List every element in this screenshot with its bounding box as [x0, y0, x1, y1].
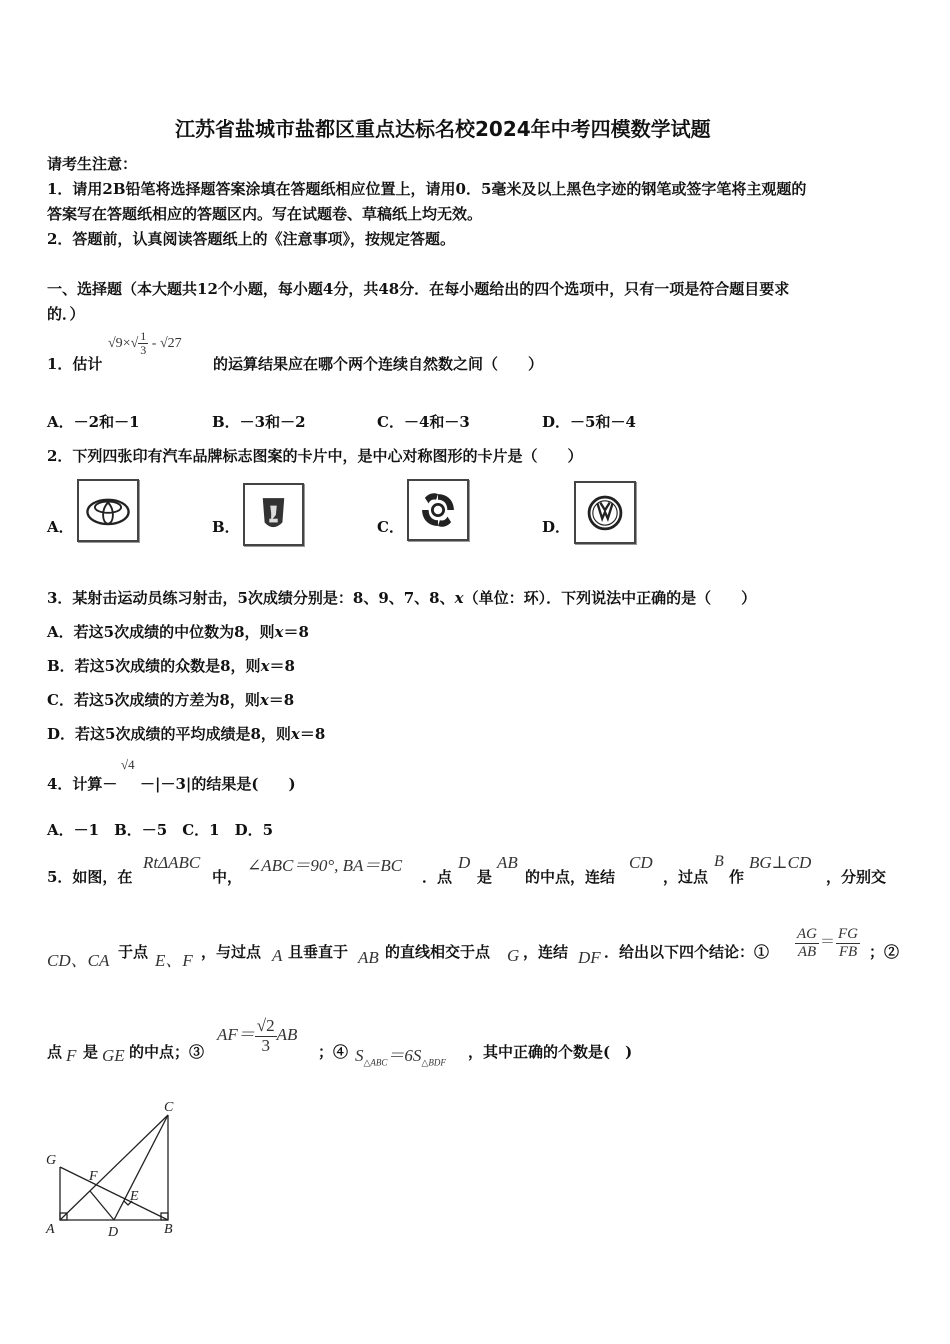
label-b: B	[164, 1222, 173, 1237]
q3-option-d-var: x	[290, 725, 300, 743]
q1-frac-den: 3	[140, 343, 147, 358]
q5-f1-num: AG	[797, 926, 817, 942]
q5-math-5: CD	[629, 853, 653, 872]
q5-text-13: ，连结	[523, 943, 569, 961]
q5-math-17: GE	[102, 1046, 125, 1065]
q5-text-3: ．点	[422, 868, 453, 886]
q1-option-c[interactable]: C．－4和－3	[377, 413, 470, 431]
label-d: D	[108, 1225, 119, 1240]
q1-option-a[interactable]: A．－2和－1	[47, 413, 140, 431]
q5-text-4: 是	[477, 868, 493, 886]
notice-line-2: 答案写在答题纸相应的答题区内。写在试题卷、草稿纸上均无效。	[47, 205, 483, 223]
q5-math-7: BG⊥CD	[749, 853, 812, 872]
q2-card-b[interactable]	[243, 483, 304, 546]
q1-prefix: 1．估计	[47, 355, 103, 373]
q5-math-9: E、F	[155, 951, 193, 970]
q5-math-12: G	[507, 946, 520, 965]
q5-f2-den: FB	[838, 943, 858, 960]
label-g: G	[46, 1153, 57, 1168]
page-title: 江苏省盐城市盐都区重点达标名校2024年中考四模数学试题	[175, 117, 711, 141]
q3-option-d-text: D．若这5次成绩的平均成绩是8，则	[47, 725, 291, 743]
q2-card-a[interactable]	[77, 479, 139, 542]
q2-label-d[interactable]: D．	[542, 518, 571, 536]
q5-s1: S	[355, 1046, 364, 1065]
q3-stem-a: 3．某射击运动员练习射击，5次成绩分别是：8、9、7、8、	[47, 589, 455, 607]
q2-label-c[interactable]: C．	[377, 518, 404, 536]
q5-math-11: AB	[358, 948, 379, 967]
q1-option-b[interactable]: B．－3和－2	[212, 413, 306, 431]
q5-math-16: F	[66, 1046, 77, 1065]
q5-math-4: AB	[497, 853, 518, 872]
q5-math-3: D	[458, 853, 471, 872]
notice-line-3: 2．答题前，认真阅读答题纸上的《注意事项》，按规定答题。	[47, 230, 455, 248]
q5-text-9: 于点	[118, 943, 149, 961]
label-c: C	[164, 1100, 174, 1115]
q5-math-19	[355, 1041, 446, 1068]
q3-option-c-var: x	[259, 691, 269, 709]
q4-prefix: 4．计算－	[47, 775, 118, 793]
q2-label-a[interactable]: A．	[47, 518, 74, 536]
q2-card-c[interactable]	[407, 479, 469, 541]
q2-stem: 2．下列四张印有汽车品牌标志图案的卡片中，是中心对称图形的卡片是（ ）	[47, 447, 583, 465]
q5-text-14: ．给出以下四个结论：①	[604, 943, 770, 961]
q5-text-12: 的直线相交于点	[385, 943, 491, 961]
q2-label-b[interactable]: B．	[212, 518, 240, 536]
volkswagen-logo-icon	[576, 483, 634, 542]
segment-ac	[60, 1115, 168, 1220]
q4-options[interactable]: A．－1 B．－5 C．1 D．5	[47, 821, 274, 839]
q3-option-a-var: x	[274, 623, 284, 641]
label-e: E	[130, 1189, 139, 1204]
q5-text-18: 的中点；③	[129, 1043, 205, 1061]
q5-s2: ＝6S	[387, 1046, 422, 1065]
q3-stem	[47, 587, 756, 608]
q3-option-d[interactable]	[47, 723, 325, 744]
q5-text-1: 5．如图，在	[47, 868, 133, 886]
segment-df	[90, 1191, 114, 1220]
q1-minus: -	[151, 335, 157, 351]
q5-text-11: 且垂直于	[288, 943, 349, 961]
q5-math-10: A	[272, 946, 283, 965]
q5-f3-den: 3	[261, 1035, 270, 1055]
segment-gb	[60, 1167, 168, 1220]
q1-times: ×	[122, 335, 131, 351]
q3-option-a-text: A．若这5次成绩的中位数为8，则	[47, 623, 275, 641]
q1-sqrt27: √27	[159, 335, 182, 351]
q2-card-d[interactable]	[574, 481, 636, 544]
q3-option-c-text: C．若这5次成绩的方差为8，则	[47, 691, 260, 709]
q5-text-10: ，与过点	[201, 943, 262, 961]
q5-text-2: 中，	[212, 868, 243, 886]
q5-s2-sub: △BDF	[421, 1057, 446, 1068]
q3-option-c[interactable]	[47, 689, 294, 710]
q5-equals: ＝	[820, 934, 836, 951]
q5-f3-num: √2	[256, 1016, 275, 1035]
q5-math-6: B	[714, 853, 724, 870]
segment-dc	[114, 1115, 168, 1220]
toyota-logo-icon	[79, 481, 137, 540]
notice-line-1: 1．请用2B铅笔将选择题答案涂填在答题纸相应位置上，请用0．5毫米及以上黑色字迹的钢笔或签字笔将主观题的	[47, 180, 807, 198]
section-heading-line-1: 一、选择题（本大题共12个小题，每小题4分，共48分．在每小题给出的四个选项中，只有一项是符合题目要求	[47, 280, 790, 298]
section-heading-line-2: 的．）	[47, 305, 85, 323]
label-a: A	[46, 1222, 55, 1237]
q5-math-8: CD、CA	[47, 951, 110, 970]
geometry-figure	[40, 1095, 190, 1245]
shield-logo-icon	[245, 485, 302, 544]
q5-text-6: ，过点	[663, 868, 709, 886]
q5-text-16: 点	[47, 1043, 63, 1061]
q1-option-d[interactable]: D．－5和－4	[542, 413, 636, 431]
q5-text-17: 是	[83, 1043, 99, 1061]
q3-option-d-eq: ＝8	[299, 725, 326, 743]
q3-stem-b: （单位：环）．下列说法中正确的是（ ）	[463, 589, 757, 607]
q5-text-20: ，其中正确的个数是( )	[468, 1043, 633, 1061]
q1-suffix: 的运算结果应在哪个两个连续自然数之间（ ）	[213, 355, 544, 373]
q5-text-15: ；②	[869, 943, 900, 961]
q1-expression: √9×√ $\frac{1}{3}$ - √27	[108, 329, 182, 358]
q4-sqrt: √4	[121, 757, 135, 772]
q5-math-18	[217, 1017, 297, 1055]
q5-math-13: DF	[578, 948, 601, 967]
notice-heading: 请考生注意：	[47, 155, 138, 173]
q3-option-b-text: B．若这5次成绩的众数是8，则	[47, 657, 261, 675]
q5-math-1: RtΔABC	[143, 853, 201, 872]
q5-text-8: ，分别交	[826, 868, 887, 886]
q3-option-c-eq: ＝8	[268, 691, 295, 709]
q1-frac-num: 1	[140, 329, 147, 343]
q3-option-b[interactable]	[47, 655, 295, 676]
q3-var-x: x	[454, 589, 464, 607]
swirl-logo-icon	[409, 481, 467, 539]
q5-f2-num: FG	[838, 926, 859, 942]
q1-sqrt9: √9	[108, 335, 123, 351]
label-f: F	[89, 1169, 98, 1184]
q5-text-19: ；④	[318, 1043, 349, 1061]
q5-math-2: ∠ABC＝90°, BA＝BC	[247, 856, 403, 875]
q5-fraction-1	[795, 926, 860, 960]
q4-suffix: －|－3|的结果是( )	[140, 775, 296, 793]
q3-option-b-eq: ＝8	[269, 657, 295, 675]
q3-option-b-var: x	[260, 657, 270, 675]
q5-text-7: 作	[729, 868, 745, 886]
q3-option-a[interactable]	[47, 621, 309, 642]
q5-ab: AB	[276, 1025, 298, 1045]
q5-f1-den: AB	[797, 943, 817, 960]
q3-option-a-eq: ＝8	[283, 623, 309, 641]
q5-s1-sub: △ABC	[363, 1057, 388, 1068]
q5-af-eq: AF＝	[217, 1025, 255, 1045]
q5-text-5: 的中点，连结	[525, 868, 616, 886]
